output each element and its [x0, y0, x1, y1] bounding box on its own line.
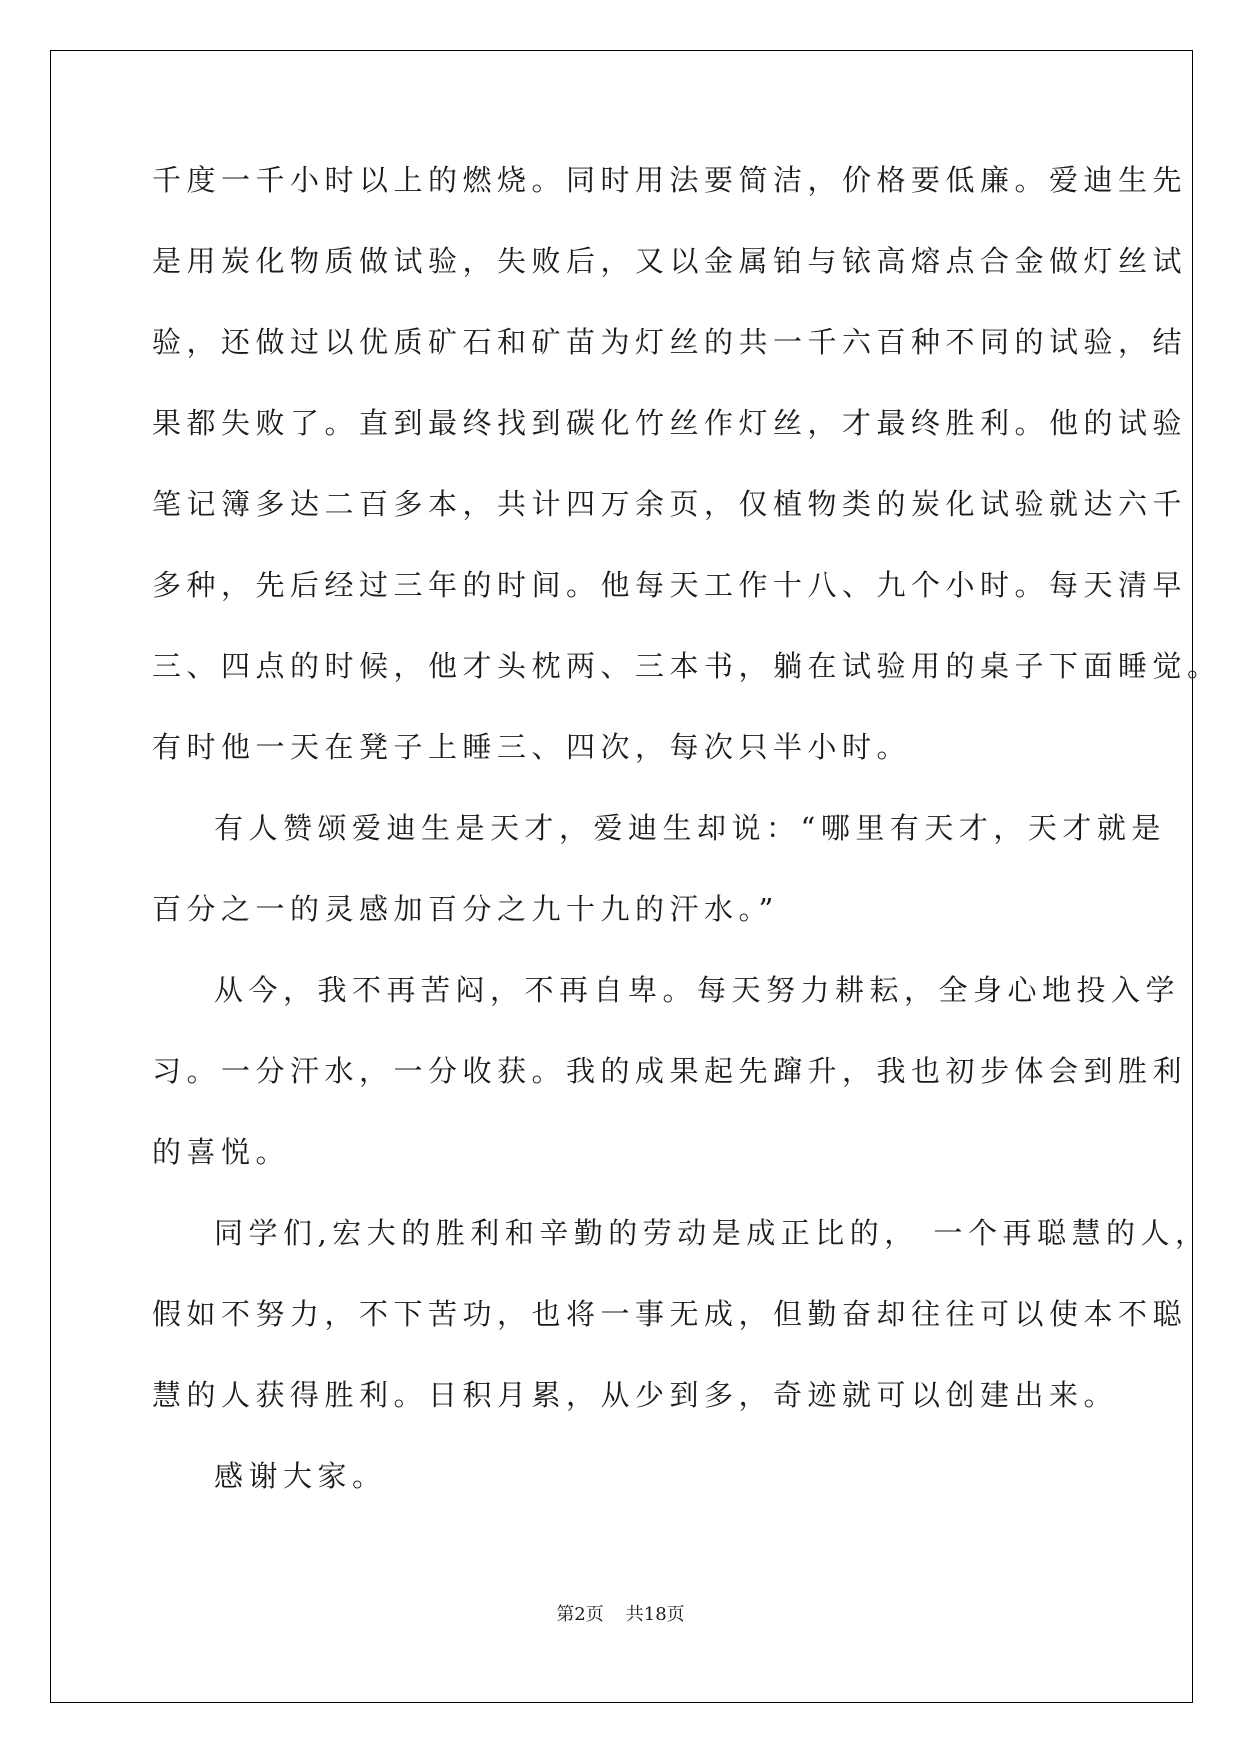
page-footer [0, 1600, 1241, 1626]
text-line: 果都失败了。直到最终找到碳化竹丝作灯丝，才最终胜利。他的试验 [152, 406, 1188, 440]
text-line: 同学们,宏大的胜利和辛勤的劳动是成正比的， 一个再聪慧的人， [214, 1216, 1210, 1250]
text-line: 三、四点的时候，他才头枕两、三本书，躺在试验用的桌子下面睡觉。 [152, 649, 1222, 683]
text-line: 有人赞颂爱迪生是天才，爱迪生却说：“哪里有天才，天才就是 [214, 811, 1166, 845]
text-line: 有时他一天在凳子上睡三、四次，每次只半小时。 [152, 730, 912, 764]
text-line: 习。一分汗水，一分收获。我的成果起先蹿升，我也初步体会到胜利 [152, 1054, 1188, 1088]
text-line: 的喜悦。 [152, 1135, 291, 1169]
page-number-total: 共18页 [625, 1604, 685, 1625]
text-line: 感谢大家。 [214, 1459, 387, 1493]
text-line: 多种，先后经过三年的时间。他每天工作十八、九个小时。每天清早 [152, 568, 1188, 602]
text-line: 百分之一的灵感加百分之九十九的汗水。” [152, 892, 779, 926]
document-body [152, 163, 1222, 1540]
text-line: 验，还做过以优质矿石和矿苗为灯丝的共一千六百种不同的试验，结 [152, 325, 1188, 359]
text-line: 假如不努力，不下苦功，也将一事无成，但勤奋却往往可以使本不聪 [152, 1297, 1188, 1331]
text-line: 千度一千小时以上的燃烧。同时用法要简洁，价格要低廉。爱迪生先 [152, 163, 1188, 197]
text-line: 从今，我不再苦闷，不再自卑。每天努力耕耘，全身心地投入学 [214, 973, 1181, 1007]
text-line: 笔记簿多达二百多本，共计四万余页，仅植物类的炭化试验就达六千 [152, 487, 1188, 521]
page-number-current: 第2页 [556, 1604, 604, 1625]
text-line: 是用炭化物质做试验，失败后，又以金属铂与铱高熔点合金做灯丝试 [152, 244, 1188, 278]
text-line: 慧的人获得胜利。日积月累，从少到多，奇迹就可以创建出来。 [152, 1378, 1119, 1412]
